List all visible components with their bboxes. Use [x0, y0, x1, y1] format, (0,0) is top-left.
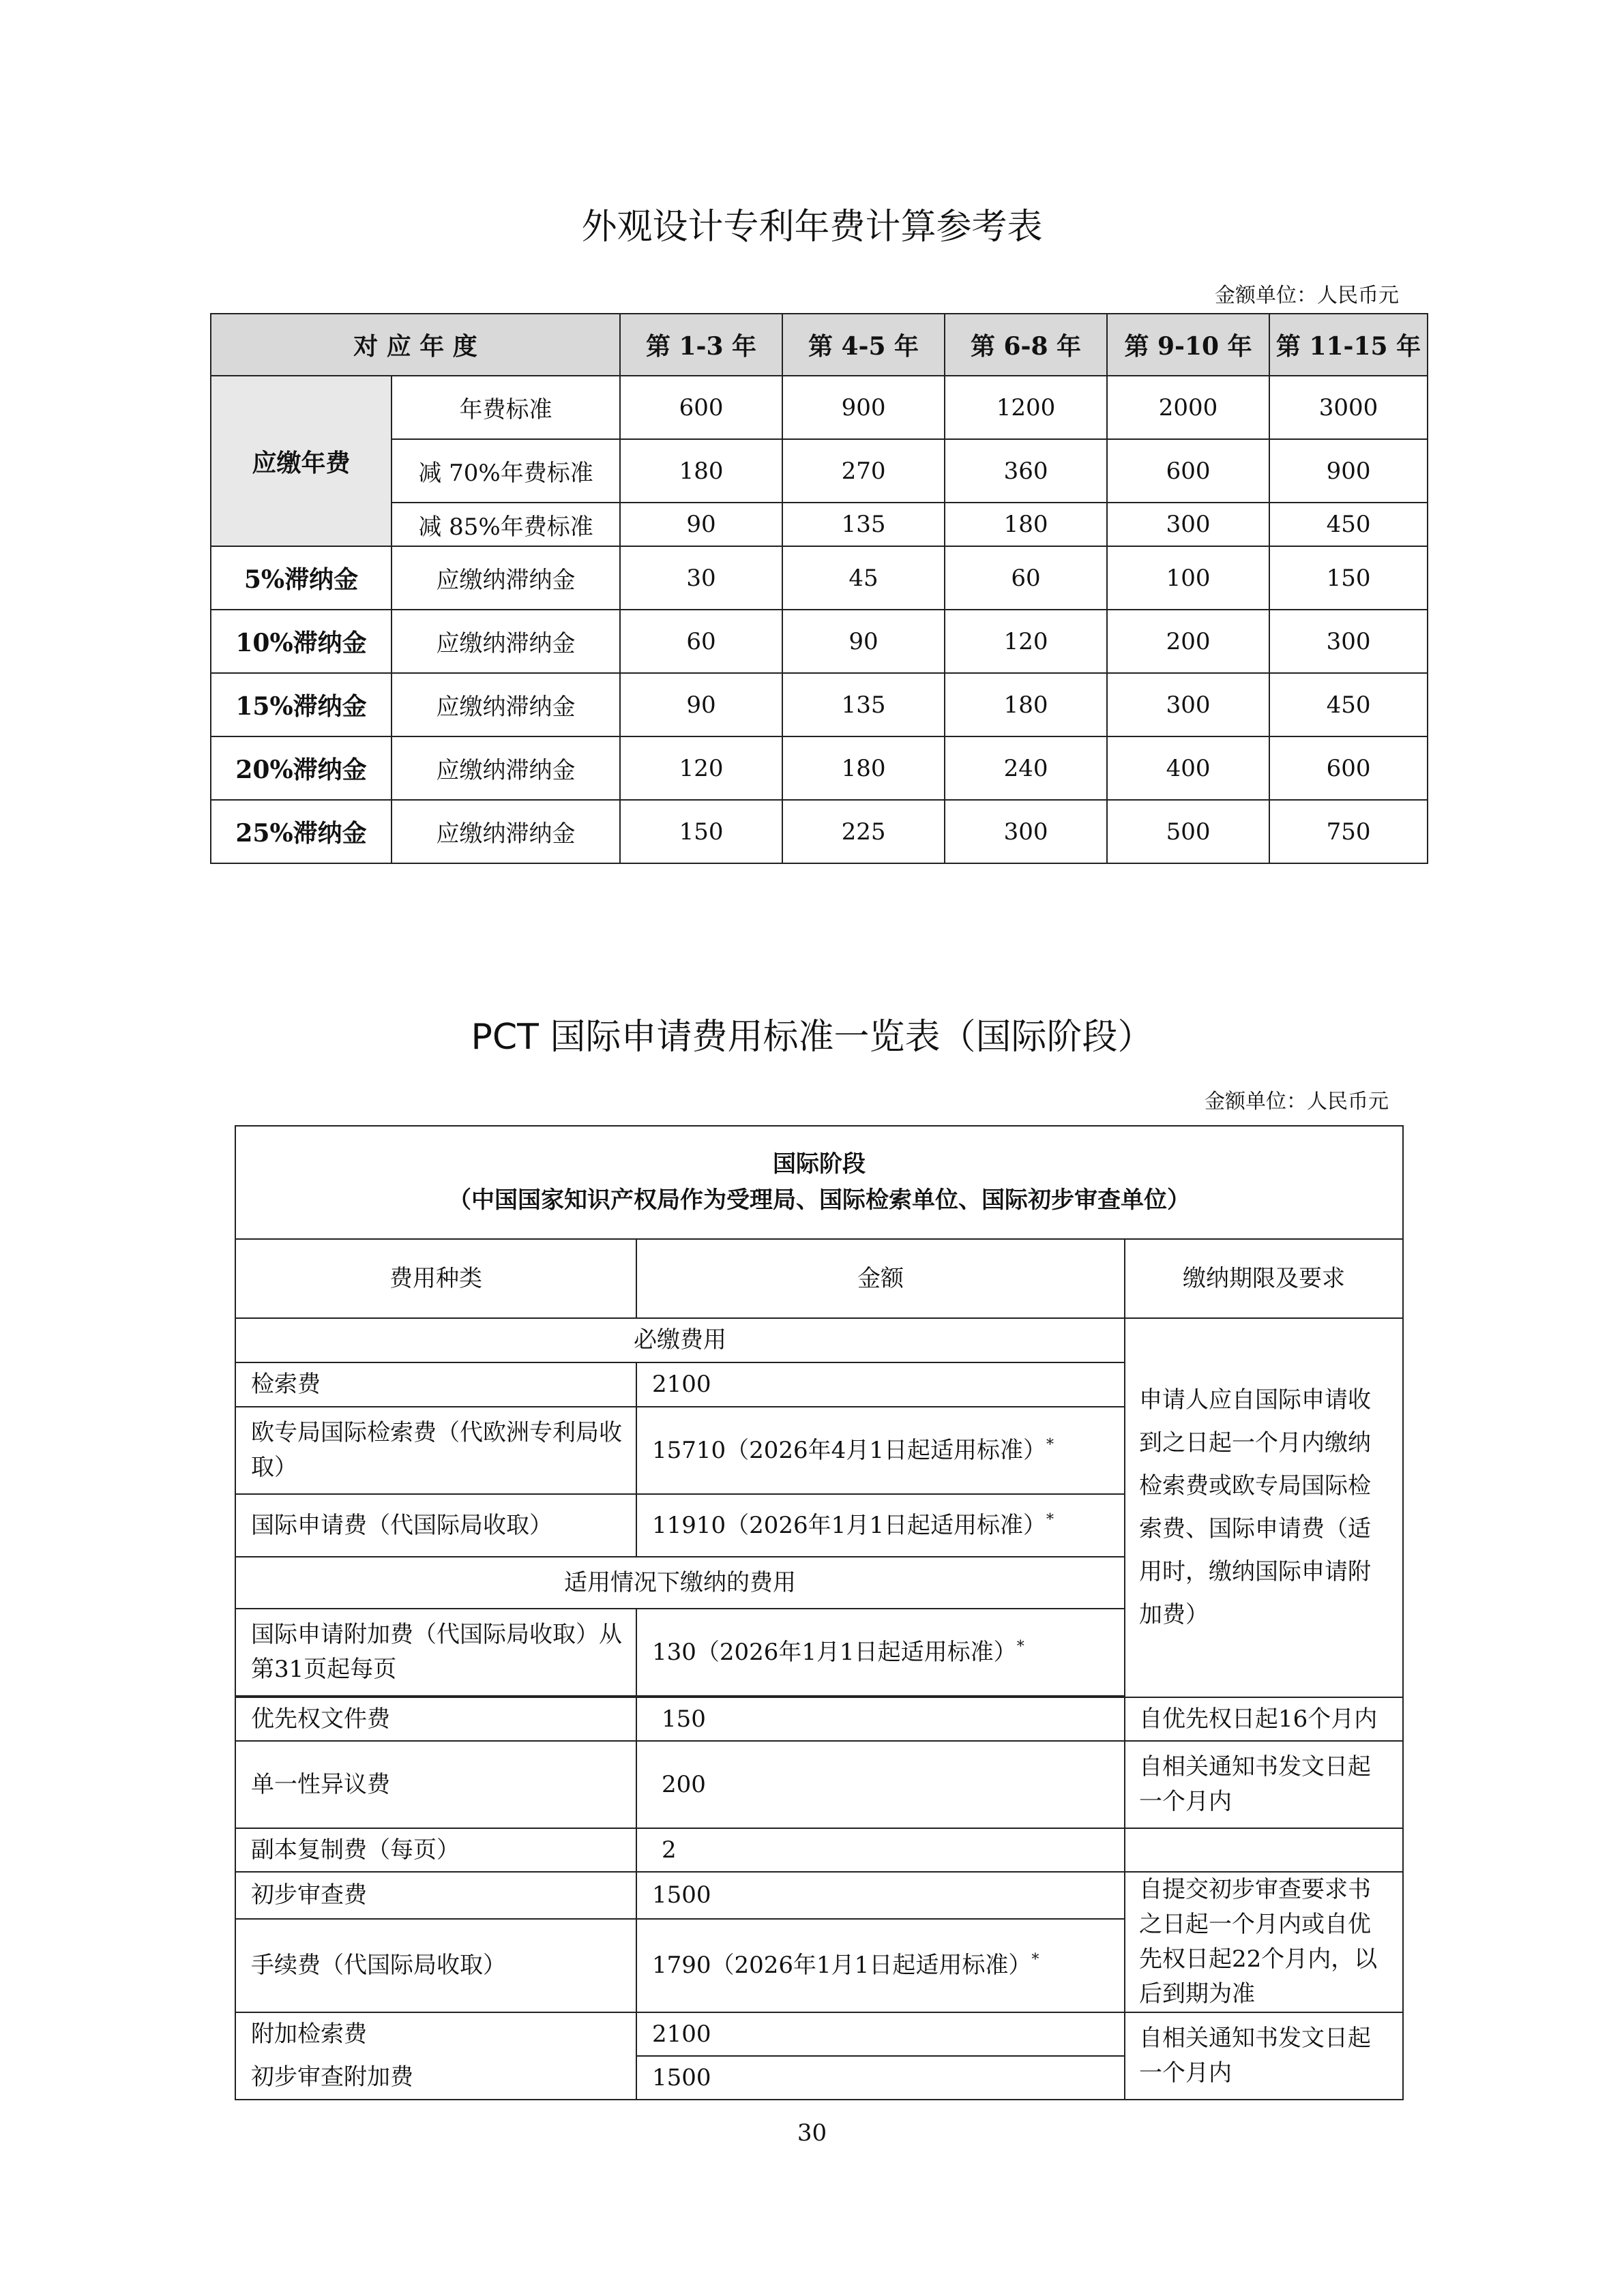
table-row — [211, 800, 1428, 863]
fee-amount: 2100 — [636, 1362, 1125, 1407]
row-label: 应缴纳滞纳金 — [392, 736, 620, 800]
cell: 150 — [620, 800, 782, 863]
cell: 600 — [1269, 736, 1428, 800]
cell: 900 — [782, 376, 945, 439]
cell: 240 — [945, 736, 1107, 800]
cell: 750 — [1269, 800, 1428, 863]
fee-name: 初步审查费 — [235, 1872, 636, 1919]
header-col: 第 4-5 年 — [782, 314, 945, 376]
requirement: 自优先权日起16个月内 — [1125, 1697, 1403, 1741]
table-row — [211, 439, 1428, 503]
table-row — [211, 546, 1428, 610]
fee-amount-cell — [636, 1494, 1125, 1557]
fee-name: 单一性异议费 — [235, 1741, 636, 1828]
cell: 120 — [620, 736, 782, 800]
table-row — [235, 1828, 1403, 1872]
cell: 180 — [782, 736, 945, 800]
fee-amount: 130（2026年1月1日起适用标准） — [652, 1638, 1017, 1666]
late-fee-category: 5%滞纳金 — [211, 546, 392, 610]
cell: 3000 — [1269, 376, 1428, 439]
fee-amount-cell — [636, 1407, 1125, 1494]
cell: 900 — [1269, 439, 1428, 503]
cell: 300 — [945, 800, 1107, 863]
col-header-fee-type: 费用种类 — [235, 1239, 636, 1318]
late-fee-category: 15%滞纳金 — [211, 673, 392, 736]
table1-title: 外观设计专利年费计算参考表 — [581, 207, 1043, 248]
fee-name: 副本复制费（每页） — [235, 1828, 636, 1872]
fee-amount: 15710（2026年4月1日起适用标准） — [652, 1436, 1046, 1464]
cell: 225 — [782, 800, 945, 863]
section-mandatory: 必缴费用 — [235, 1318, 1125, 1362]
cell: 180 — [620, 439, 782, 503]
annual-fee-table — [210, 313, 1428, 864]
group-label: 应缴年费 — [211, 376, 392, 546]
table2-unit: 金额单位：人民币元 — [1205, 1090, 1389, 1114]
table-row — [211, 610, 1428, 673]
header-col: 第 11-15 年 — [1269, 314, 1428, 376]
cell: 2000 — [1107, 376, 1269, 439]
fee-name: 初步审查附加费 — [235, 2056, 636, 2100]
section-optional: 适用情况下缴纳的费用 — [235, 1557, 1125, 1609]
row-label: 应缴纳滞纳金 — [392, 800, 620, 863]
cell: 500 — [1107, 800, 1269, 863]
fee-amount: 2100 — [636, 2012, 1125, 2056]
stage-header — [235, 1126, 1403, 1239]
table-header-row — [211, 314, 1428, 376]
requirement-additional: 自相关通知书发文日起一个月内 — [1125, 2012, 1403, 2100]
fee-amount-cell — [636, 1609, 1125, 1696]
column-header-row — [235, 1239, 1403, 1318]
cell: 1200 — [945, 376, 1107, 439]
table-row — [235, 1741, 1403, 1828]
cell: 450 — [1269, 673, 1428, 736]
cell: 270 — [782, 439, 945, 503]
stage-title: 国际阶段 — [773, 1150, 866, 1178]
cell: 400 — [1107, 736, 1269, 800]
section-row — [235, 1318, 1403, 1362]
cell: 300 — [1107, 503, 1269, 546]
cell: 60 — [945, 546, 1107, 610]
fee-amount-cell — [636, 1919, 1125, 2012]
cell: 600 — [1107, 439, 1269, 503]
requirement-prelim: 自提交初步审查要求书之日起一个月内或自优先权日起22个月内，以后到期为准 — [1125, 1872, 1403, 2012]
cell: 300 — [1107, 673, 1269, 736]
table-row — [235, 1872, 1403, 1919]
fee-name: 手续费（代国际局收取） — [235, 1919, 636, 2012]
cell: 450 — [1269, 503, 1428, 546]
requirement — [1125, 1828, 1403, 1872]
fee-amount: 2 — [636, 1828, 1125, 1872]
late-fee-category: 25%滞纳金 — [211, 800, 392, 863]
col-header-amount: 金额 — [636, 1239, 1125, 1318]
row-label: 减 85%年费标准 — [392, 503, 620, 546]
asterisk: * — [1046, 1436, 1054, 1454]
cell: 90 — [782, 610, 945, 673]
row-label: 应缴纳滞纳金 — [392, 546, 620, 610]
fee-name: 国际申请费（代国际局收取） — [235, 1494, 636, 1557]
table1-unit: 金额单位：人民币元 — [1215, 284, 1399, 308]
asterisk: * — [1046, 1511, 1054, 1529]
cell: 100 — [1107, 546, 1269, 610]
table-row — [211, 503, 1428, 546]
cell: 45 — [782, 546, 945, 610]
cell: 135 — [782, 503, 945, 546]
cell: 360 — [945, 439, 1107, 503]
cell: 90 — [620, 673, 782, 736]
cell: 60 — [620, 610, 782, 673]
table-row — [211, 673, 1428, 736]
table-row — [235, 2012, 1403, 2056]
asterisk: * — [1016, 1638, 1024, 1656]
fee-amount: 11910（2026年1月1日起适用标准） — [652, 1511, 1046, 1539]
fee-name: 检索费 — [235, 1362, 636, 1407]
stage-subtitle: （中国国家知识产权局作为受理局、国际检索单位、国际初步审查单位） — [448, 1187, 1190, 1214]
fee-amount: 1500 — [636, 2056, 1125, 2100]
fee-amount: 1790（2026年1月1日起适用标准） — [652, 1951, 1032, 1979]
fee-amount: 150 — [636, 1697, 1125, 1741]
cell: 180 — [945, 673, 1107, 736]
fee-name: 国际申请附加费（代国际局收取）从第31页起每页 — [235, 1609, 636, 1696]
cell: 600 — [620, 376, 782, 439]
header-year: 对 应 年 度 — [211, 314, 620, 376]
header-col: 第 1-3 年 — [620, 314, 782, 376]
cell: 135 — [782, 673, 945, 736]
cell: 150 — [1269, 546, 1428, 610]
requirement-mandatory: 申请人应自国际申请收到之日起一个月内缴纳检索费或欧专局国际检索费、国际申请费（适用时，缴纳国际申请附加费） — [1125, 1318, 1403, 1697]
page-number: 30 — [797, 2119, 827, 2147]
pct-fee-table — [235, 1125, 1404, 2100]
fee-name: 欧专局国际检索费（代欧洲专利局收取） — [235, 1407, 636, 1494]
table2-title: PCT 国际申请费用标准一览表（国际阶段） — [471, 1017, 1153, 1058]
asterisk: * — [1031, 1951, 1039, 1969]
row-label: 年费标准 — [392, 376, 620, 439]
late-fee-category: 10%滞纳金 — [211, 610, 392, 673]
cell: 30 — [620, 546, 782, 610]
late-fee-category: 20%滞纳金 — [211, 736, 392, 800]
table-row — [235, 1697, 1403, 1741]
table-row — [211, 736, 1428, 800]
cell: 90 — [620, 503, 782, 546]
header-col: 第 9-10 年 — [1107, 314, 1269, 376]
header-col: 第 6-8 年 — [945, 314, 1107, 376]
fee-amount: 200 — [636, 1741, 1125, 1828]
row-label: 应缴纳滞纳金 — [392, 673, 620, 736]
fee-amount: 1500 — [636, 1872, 1125, 1919]
row-label: 减 70%年费标准 — [392, 439, 620, 503]
table-row — [211, 376, 1428, 439]
cell: 120 — [945, 610, 1107, 673]
cell: 180 — [945, 503, 1107, 546]
fee-name: 优先权文件费 — [235, 1697, 636, 1741]
fee-name: 附加检索费 — [235, 2012, 636, 2056]
row-label: 应缴纳滞纳金 — [392, 610, 620, 673]
cell: 200 — [1107, 610, 1269, 673]
stage-header-row — [235, 1126, 1403, 1239]
cell: 300 — [1269, 610, 1428, 673]
col-header-requirement: 缴纳期限及要求 — [1125, 1239, 1403, 1318]
requirement: 自相关通知书发文日起一个月内 — [1125, 1741, 1403, 1828]
